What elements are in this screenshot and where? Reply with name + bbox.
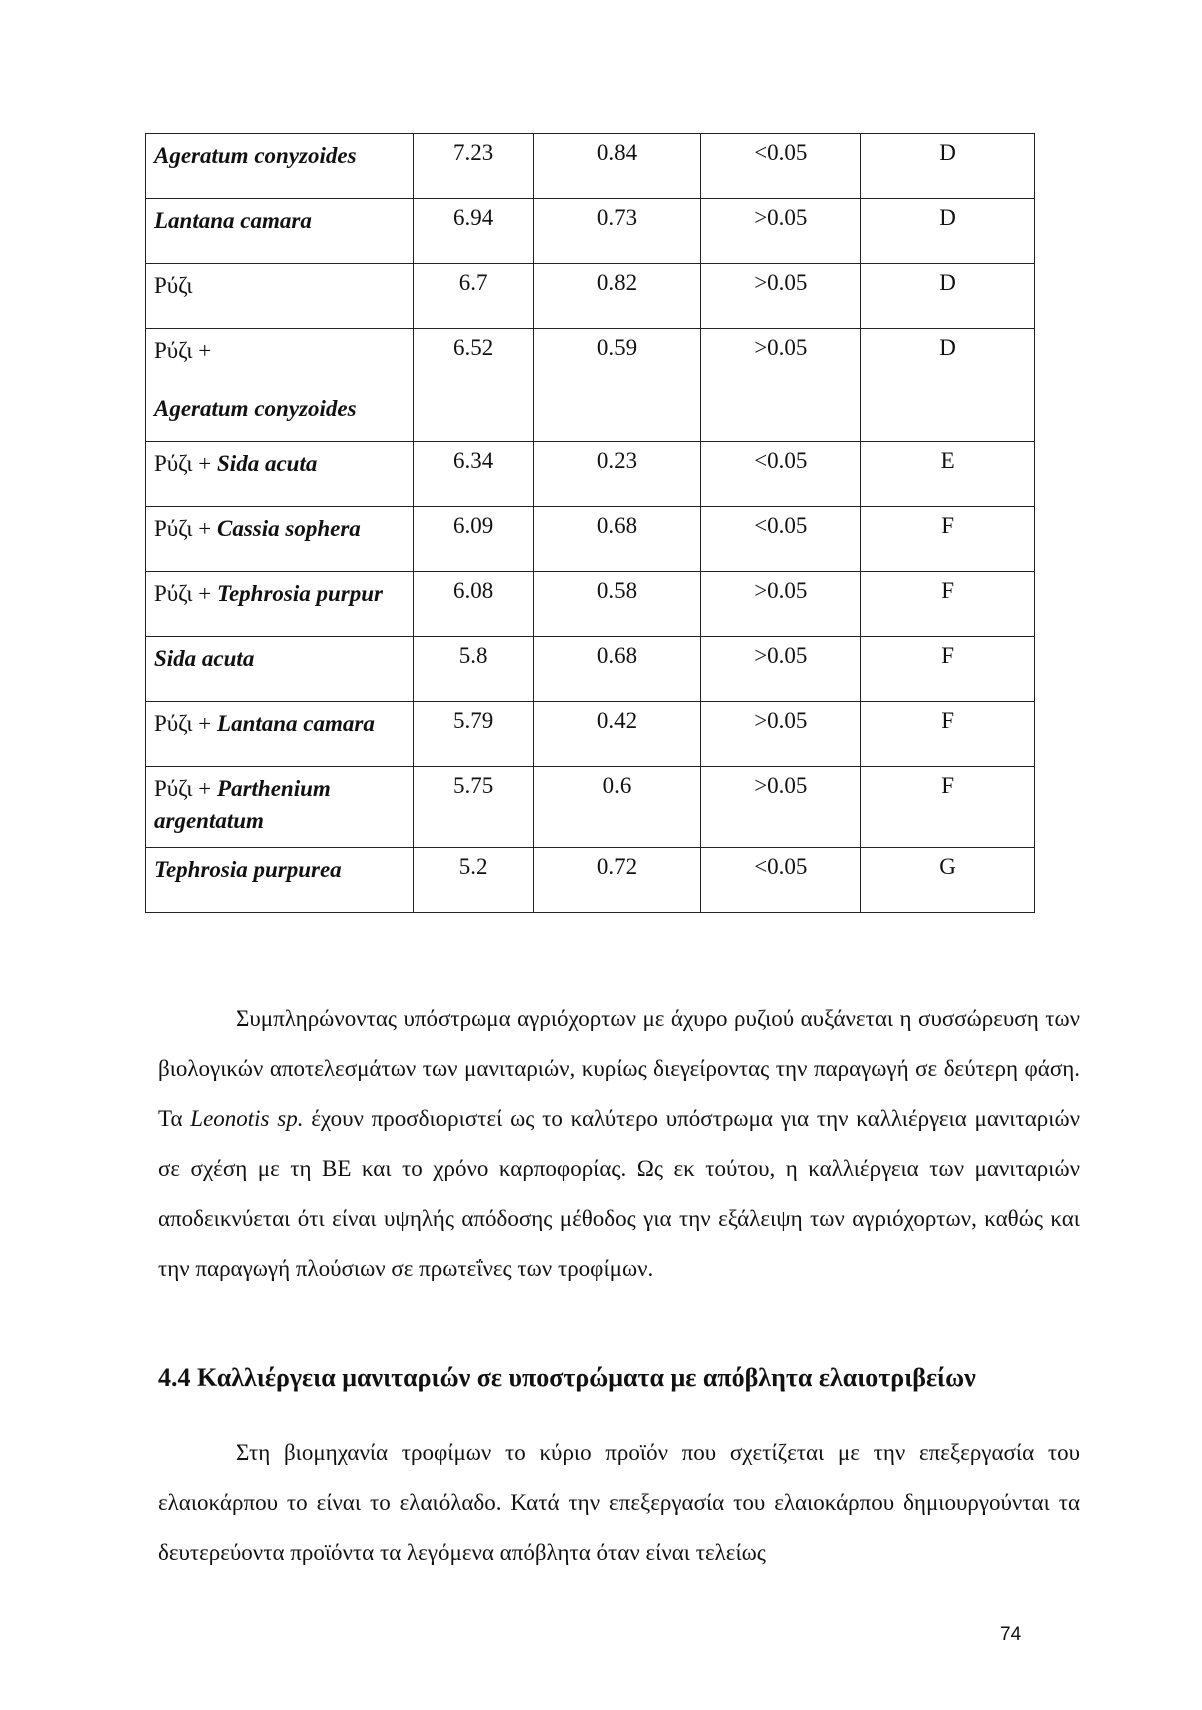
value-1-cell: 5.8 — [413, 637, 533, 702]
p-value-cell: >0.05 — [701, 767, 861, 848]
grade-cell: E — [861, 442, 1035, 507]
grade-cell: F — [861, 767, 1035, 848]
p-value-cell: <0.05 — [701, 848, 861, 913]
species-cell — [146, 199, 414, 264]
value-2-cell: 0.59 — [533, 329, 701, 442]
p-value-cell: <0.05 — [701, 442, 861, 507]
value-1-cell: 6.7 — [413, 264, 533, 329]
species-italic: Lantana camara — [154, 208, 312, 233]
grade-cell: D — [861, 199, 1035, 264]
species-italic: Lantana camara — [217, 711, 375, 736]
species-cell — [146, 702, 414, 767]
table-row — [146, 329, 1035, 442]
grade-cell: F — [861, 702, 1035, 767]
species-plain: Ρύζι + — [154, 711, 218, 736]
value-1-cell: 6.94 — [413, 199, 533, 264]
species-cell — [146, 848, 414, 913]
table-row — [146, 702, 1035, 767]
species-second-line: argentatum — [154, 808, 264, 833]
p-value-cell: >0.05 — [701, 702, 861, 767]
grade-cell: F — [861, 507, 1035, 572]
value-1-cell: 5.75 — [413, 767, 533, 848]
p-value-cell: >0.05 — [701, 637, 861, 702]
species-cell — [146, 264, 414, 329]
results-table — [145, 133, 1035, 913]
value-2-cell: 0.42 — [533, 702, 701, 767]
species-italic: Tephrosia purpur — [217, 581, 383, 606]
value-1-cell: 6.09 — [413, 507, 533, 572]
value-2-cell: 0.73 — [533, 199, 701, 264]
species-italic: Cassia sophera — [217, 516, 361, 541]
species-cell — [146, 572, 414, 637]
species-plain: Ρύζι + — [154, 776, 218, 801]
species-plain: Ρύζι + — [154, 451, 218, 476]
table-row — [146, 264, 1035, 329]
value-2-cell: 0.82 — [533, 264, 701, 329]
value-2-cell: 0.72 — [533, 848, 701, 913]
grade-cell: D — [861, 134, 1035, 199]
table-row — [146, 442, 1035, 507]
paragraph-1-text-a: Συμπληρώνοντας υπόστρωμα αγριόχορτων με άχυρο ρυζιού αυξάνεται η συσσώρευση των βιολογικών αποτελεσμάτων των μανιταριών, κυρίως διεγείροντας την παραγωγή σε δεύτερη φάση. Τα — [158, 1006, 1080, 1131]
value-2-cell: 0.6 — [533, 767, 701, 848]
table-row — [146, 134, 1035, 199]
paragraph-1-text-b: έχουν προσδιοριστεί ως το καλύτερο υπόστρωμα για την καλλιέργεια μανιταριών σε σχέση με τη ΒΕ και το χρόνο καρποφορίας. Ως εκ τούτου, η καλλιέργεια των μανιταριών αποδεικνύεται ότι είναι υψηλής απόδοσης μέθοδος για την εξάλειψη των αγριόχορτων, καθώς και την παραγωγή πλούσιων σε πρωτεΐνες των τροφίμων. — [158, 1106, 1080, 1281]
p-value-cell: >0.05 — [701, 264, 861, 329]
species-italic: Tephrosia purpurea — [154, 857, 342, 882]
value-1-cell: 6.08 — [413, 572, 533, 637]
value-2-cell: 0.84 — [533, 134, 701, 199]
value-1-cell: 7.23 — [413, 134, 533, 199]
grade-cell: F — [861, 637, 1035, 702]
p-value-cell: >0.05 — [701, 199, 861, 264]
table-row — [146, 637, 1035, 702]
section-heading: 4.4 Καλλιέργεια μανιταριών σε υποστρώματα με απόβλητα ελαιοτριβείων — [158, 1363, 976, 1392]
species-cell — [146, 329, 414, 442]
species-plain: Ρύζι + — [154, 516, 218, 541]
paragraph-2: Στη βιομηχανία τροφίμων το κύριο προϊόν που σχετίζεται με την επεξεργασία του ελαιοκάρπου το είναι το ελαιόλαδο. Κατά την επεξεργασία του ελαιοκάρπου δημιουργούνται τα δευτερεύοντα προϊόντα τα λεγόμενα απόβλητα όταν είναι τελείως — [158, 1440, 1080, 1565]
species-cell — [146, 767, 414, 848]
table-row — [146, 199, 1035, 264]
species-plain: Ρύζι — [154, 273, 193, 298]
grade-cell: D — [861, 264, 1035, 329]
species-italic: Parthenium — [217, 776, 331, 801]
species-second-line: Ageratum conyzoides — [154, 396, 357, 421]
p-value-cell: <0.05 — [701, 134, 861, 199]
species-cell — [146, 134, 414, 199]
p-value-cell: <0.05 — [701, 507, 861, 572]
page-number: 74 — [1000, 1624, 1022, 1645]
species-italic: Ageratum conyzoides — [154, 143, 357, 168]
species-plain: Ρύζι + — [154, 338, 212, 363]
p-value-cell: >0.05 — [701, 329, 861, 442]
species-cell — [146, 442, 414, 507]
table-row — [146, 848, 1035, 913]
paragraph-1-italic: Leonotis sp. — [190, 1106, 304, 1131]
grade-cell: G — [861, 848, 1035, 913]
table-row — [146, 767, 1035, 848]
value-1-cell: 5.2 — [413, 848, 533, 913]
value-2-cell: 0.23 — [533, 442, 701, 507]
value-1-cell: 6.34 — [413, 442, 533, 507]
table-row — [146, 572, 1035, 637]
species-italic: Sida acuta — [154, 646, 255, 671]
species-cell — [146, 507, 414, 572]
paragraph-1 — [158, 994, 1080, 1294]
value-1-cell: 6.52 — [413, 329, 533, 442]
grade-cell: D — [861, 329, 1035, 442]
grade-cell: F — [861, 572, 1035, 637]
table-row — [146, 507, 1035, 572]
p-value-cell: >0.05 — [701, 572, 861, 637]
value-1-cell: 5.79 — [413, 702, 533, 767]
species-plain: Ρύζι + — [154, 581, 218, 606]
value-2-cell: 0.68 — [533, 637, 701, 702]
value-2-cell: 0.58 — [533, 572, 701, 637]
species-cell — [146, 637, 414, 702]
species-italic: Sida acuta — [217, 451, 318, 476]
value-2-cell: 0.68 — [533, 507, 701, 572]
